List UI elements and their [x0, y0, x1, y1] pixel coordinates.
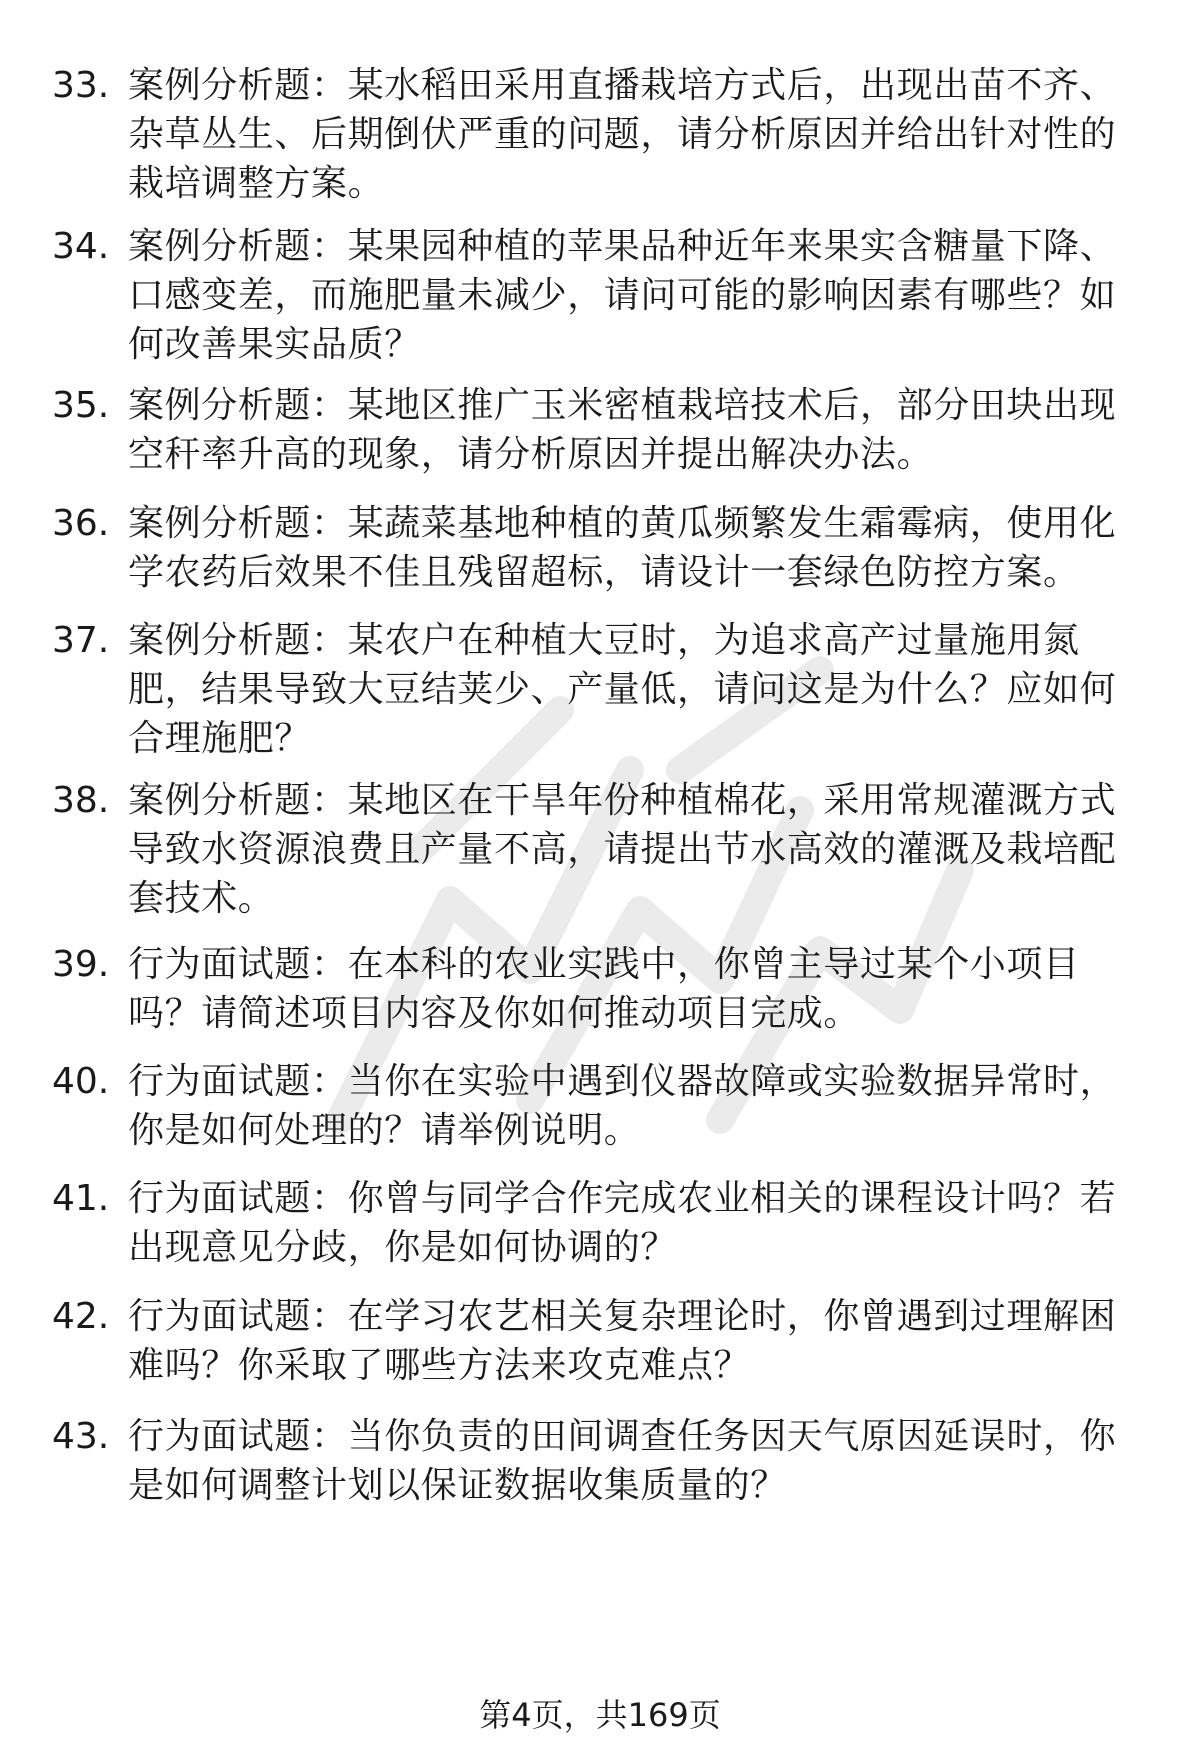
- question-number: 35.: [52, 385, 110, 426]
- question-number: 37.: [52, 620, 110, 661]
- question-number: 42.: [52, 1296, 110, 1337]
- question-text: 行为面试题：当你负责的田间调查任务因天气原因延误时，你是如何调整计划以保证数据收集质量的？: [128, 1416, 1117, 1506]
- page-footer: 第4页，共169页: [479, 1696, 721, 1734]
- question-text: 案例分析题：某水稻田采用直播栽培方式后，出现出苗不齐、杂草丛生、后期倒伏严重的问题，请分析原因并给出针对性的栽培调整方案。: [128, 65, 1117, 204]
- question-text: 行为面试题：当你在实验中遇到仪器故障或实验数据异常时，你是如何处理的？请举例说明。: [128, 1061, 1117, 1151]
- question-text: 案例分析题：某果园种植的苹果品种近年来果实含糖量下降、口感变差，而施肥量未减少，请问可能的影响因素有哪些？如何改善果实品质？: [128, 226, 1117, 365]
- question-number: 34.: [52, 226, 110, 267]
- question-number: 33.: [52, 65, 110, 106]
- question-text: 案例分析题：某农户在种植大豆时，为追求高产过量施用氮肥，结果导致大豆结荚少、产量低，请问这是为什么？应如何合理施肥？: [128, 620, 1117, 759]
- question-number: 40.: [52, 1061, 110, 1102]
- question-number: 36.: [52, 503, 110, 544]
- question-number: 38.: [52, 780, 110, 821]
- question-text: 行为面试题：在本科的农业实践中，你曾主导过某个小项目吗？请简述项目内容及你如何推动项目完成。: [128, 944, 1080, 1034]
- question-number: 39.: [52, 944, 110, 985]
- question-text: 案例分析题：某蔬菜基地种植的黄瓜频繁发生霜霉病，使用化学农药后效果不佳且残留超标，请设计一套绿色防控方案。: [128, 503, 1117, 593]
- question-number: 41.: [52, 1178, 110, 1219]
- question-number: 43.: [52, 1416, 110, 1457]
- question-text: 行为面试题：你曾与同学合作完成农业相关的课程设计吗？若出现意见分歧，你是如何协调的？: [128, 1178, 1117, 1268]
- question-text: 行为面试题：在学习农艺相关复杂理论时，你曾遇到过理解困难吗？你采取了哪些方法来攻克难点？: [128, 1296, 1117, 1386]
- question-text: 案例分析题：某地区在干旱年份种植棉花，采用常规灌溉方式导致水资源浪费且产量不高，请提出节水高效的灌溉及栽培配套技术。: [128, 780, 1117, 919]
- question-text: 案例分析题：某地区推广玉米密植栽培技术后，部分田块出现空秆率升高的现象，请分析原因并提出解决办法。: [128, 385, 1117, 475]
